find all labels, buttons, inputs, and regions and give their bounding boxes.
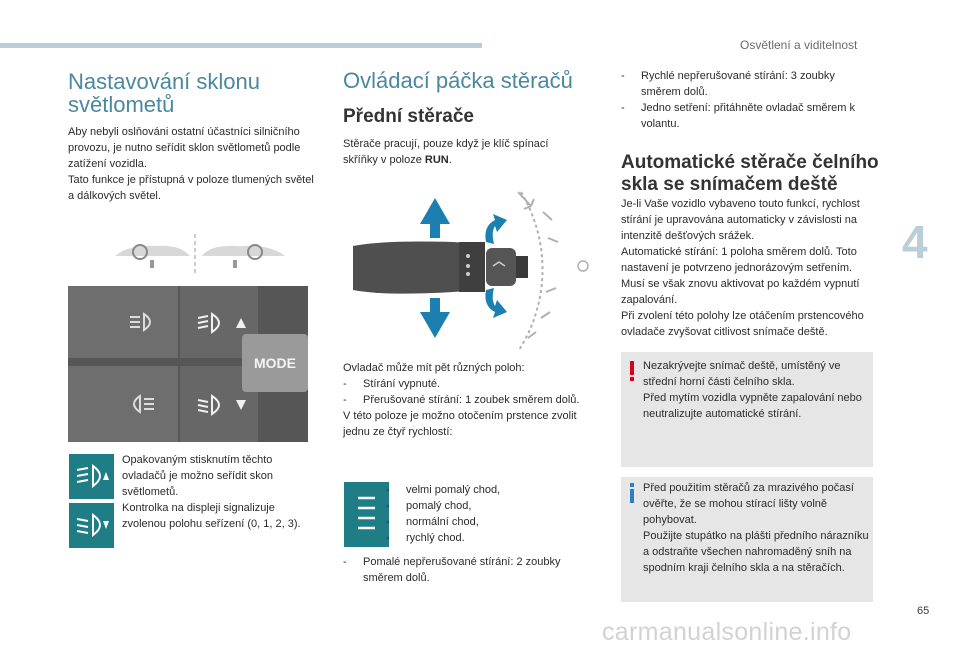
rain-sensor-para-2: Automatické stírání: 1 poloha směrem dolů. Toto nastavení je potvrzeno jednorázovým setřením. xyxy=(621,246,857,274)
chapter-number: 4 xyxy=(902,216,928,268)
list-item: - Stírání vypnuté. xyxy=(343,376,598,392)
positions-list xyxy=(343,376,598,408)
ring-note: V této poloze je možno otočením prstence zvolit jednu ze čtyř rychlostí: xyxy=(343,410,577,438)
front-wipers-subtitle: Přední stěrače xyxy=(343,106,474,127)
headlamp-caption-2: Kontrolka na displeji signalizuje zvolenou polohu seřízení (0, 1, 2, 3). xyxy=(122,502,301,530)
list-item: - Pomalé nepřerušované stírání: 2 zoubky směrem dolů. xyxy=(343,554,588,586)
list-item: - normální chod, xyxy=(386,514,586,530)
rain-sensor-para-1: Je-li Vaše vozidlo vybaveno touto funkcí, rychlost stírání je upravována automaticky v závislosti na intenzitě dešťových srážek. xyxy=(621,198,860,242)
rain-sensor-title: Automatické stěrače čelního skla se snímačem deště xyxy=(621,152,879,195)
mode-button[interactable]: MODE xyxy=(242,334,308,392)
warning-text-1: Nezakrývejte snímač deště, umístěný ve střední horní části čelního skla. xyxy=(643,360,841,388)
wipers-intro: Stěrače pracují, pouze když je klíč spínací skříňky v poloze RUN. xyxy=(343,138,549,166)
headlamp-intro-2: Tato funkce je přístupná v poloze tlumených světel a dálkových světel. xyxy=(68,174,314,202)
headlamp-adjust-title: Nastavování sklonu světlometů xyxy=(68,69,260,117)
info-icon xyxy=(627,482,637,504)
wiper-ring-icon xyxy=(344,482,389,547)
section-title: Osvětlení a viditelnost xyxy=(740,38,858,52)
list-item: - Přerušované stírání: 1 zoubek směrem dolů. xyxy=(343,392,598,408)
fog-light-icon xyxy=(128,310,158,334)
list-item: - Rychlé nepřerušované stírání: 3 zoubky směrem dolů. xyxy=(621,68,871,100)
list-item: - rychlý chod. xyxy=(386,530,586,546)
rain-sensor-para-4: Při zvolení této polohy lze otáčením prstencového ovladače zvyšovat citlivost snímače deště. xyxy=(621,310,864,338)
list-item: - velmi pomalý chod, xyxy=(386,482,586,498)
speed-list xyxy=(386,482,586,546)
headlamp-panel-illustration xyxy=(68,286,308,442)
headlamp-down-icon xyxy=(69,503,114,548)
positions-intro: Ovladač může mít pět různých poloh: xyxy=(343,362,525,374)
headlamp-down-button-icon[interactable] xyxy=(196,392,252,418)
info-text-2: Použijte stupátko na plášti předního nárazníku a odstraňte všechen nahromaděný sníh na spodním kraji čelního skla a na stěračích. xyxy=(643,530,869,574)
headlamp-up-button-icon[interactable] xyxy=(196,310,252,336)
wiper-stalk-illustration xyxy=(343,186,593,356)
headlamp-intro-1: Aby nebyli oslňováni ostatní účastníci silničního provozu, je nutno seřídit sklon světlometů podle zatížení vozidla. xyxy=(68,126,301,170)
wiper-stalk-title: Ovládací páčka stěračů xyxy=(343,68,573,93)
header-bar xyxy=(0,43,482,48)
warning-text-2: Před mytím vozidla vypněte zapalování nebo neutralizujte automatické stírání. xyxy=(643,392,862,420)
list-item: - pomalý chod, xyxy=(386,498,586,514)
watermark-text: carmanualsonline.info xyxy=(602,618,852,646)
rear-fog-light-icon xyxy=(128,392,158,416)
info-text-1: Před použitím stěračů za mrazivého počasí ověřte, že se mohou stírací lišty volně pohybovat. xyxy=(643,482,854,526)
headlamp-up-icon xyxy=(69,454,114,499)
page-number: 65 xyxy=(917,605,930,617)
run-key-label: RUN xyxy=(424,154,449,166)
headlamp-caption-1: Opakovaným stisknutím těchto ovladačů je možno seřídit skon světlometů. xyxy=(122,454,274,498)
vehicle-load-illustration xyxy=(110,234,290,274)
continued-positions-list xyxy=(621,68,871,132)
slow-wipe-list xyxy=(343,554,588,586)
rain-sensor-body xyxy=(621,196,879,340)
rain-sensor-para-3: Musí se však znovu aktivovat po každém vypnutí zapalování. xyxy=(621,278,860,306)
warning-icon xyxy=(627,360,637,382)
list-item: - Jedno setření: přitáhněte ovladač směrem k volantu. xyxy=(621,100,871,132)
